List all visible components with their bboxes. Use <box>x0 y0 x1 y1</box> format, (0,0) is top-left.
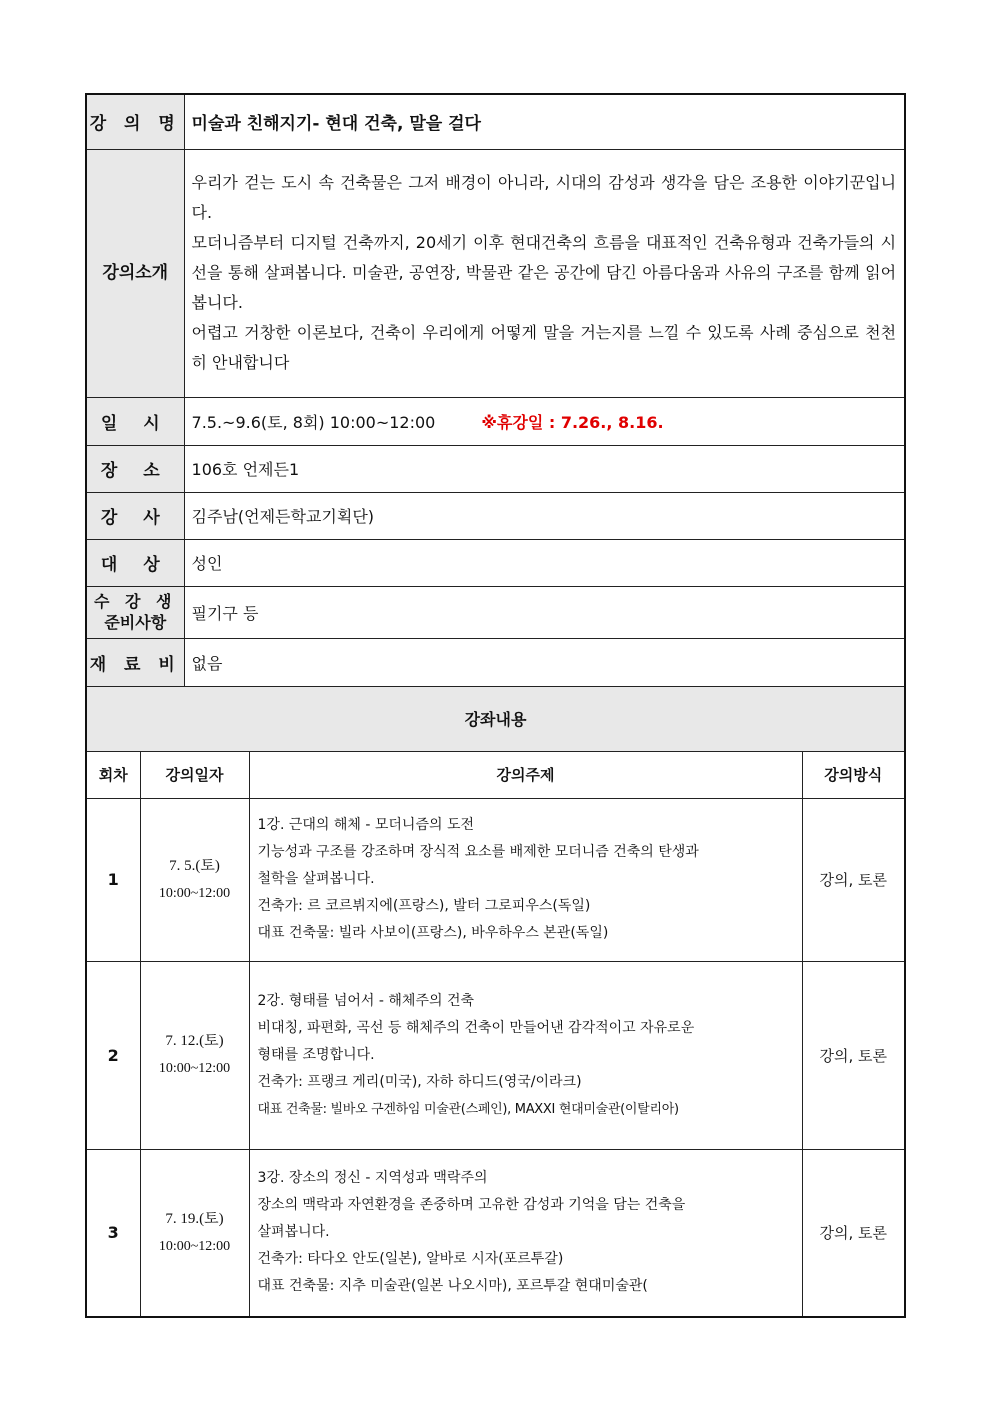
holiday-notice: ※휴강일 : 7.26., 8.16. <box>481 412 664 432</box>
row-schedule <box>86 397 905 445</box>
topic-line: 3강. 장소의 정신 - 지역성과 맥락주의 <box>257 1170 488 1187</box>
preparation-value: 필기구 등 <box>184 586 905 638</box>
session-topic <box>249 1149 802 1317</box>
session-method: 강의, 토론 <box>802 1149 905 1317</box>
row-course-intro <box>86 149 905 397</box>
course-intro-label: 강의소개 <box>86 149 184 397</box>
instructor-value: 김주남(언제든학교기획단) <box>184 492 905 539</box>
header-session: 회차 <box>86 751 140 798</box>
session-date-cell <box>140 961 249 1149</box>
course-document <box>85 93 904 1318</box>
fee-value: 없음 <box>184 638 905 686</box>
session-time: 10:00~12:00 <box>158 1238 231 1254</box>
topic-line: 형태를 조명합니다. <box>257 1046 375 1063</box>
row-fee <box>86 638 905 686</box>
session-date: 7. 19.(토) <box>165 1210 224 1227</box>
preparation-label-line2: 준비사항 <box>104 613 167 632</box>
row-instructor <box>86 492 905 539</box>
header-topic: 강의주제 <box>249 751 802 798</box>
course-intro <box>184 149 905 397</box>
header-method: 강의방식 <box>802 751 905 798</box>
place-label: 장 소 <box>86 445 184 492</box>
session-number: 3 <box>86 1149 140 1317</box>
place-value: 106호 언제든1 <box>184 445 905 492</box>
intro-paragraph-3: 어렵고 거창한 이론보다, 건축이 우리에게 어떻게 말을 거는지를 느낄 수 있도록 사례 중심으로 천천히 안내합니다 <box>191 323 897 372</box>
topic-line: 건축가: 타다오 안도(일본), 알바로 시자(포르투갈) <box>257 1251 564 1268</box>
schedule-label: 일 시 <box>86 397 184 445</box>
row-place <box>86 445 905 492</box>
session-date-cell <box>140 1149 249 1317</box>
course-info-table <box>85 93 906 1318</box>
topic-line: 기능성과 구조를 강조하며 장식적 요소를 배제한 모더니즘 건축의 탄생과 <box>257 844 699 860</box>
session-topic <box>249 961 802 1149</box>
table-row <box>86 1149 905 1317</box>
content-header-row <box>86 751 905 798</box>
topic-line: 비대칭, 파편화, 곡선 등 해체주의 건축이 만들어낸 감각적이고 자유로운 <box>257 1019 695 1036</box>
course-name: 미술과 친해지기- 현대 건축, 말을 걸다 <box>184 94 905 149</box>
row-preparation <box>86 586 905 638</box>
topic-line: 철학을 살펴봅니다. <box>257 871 375 887</box>
row-target <box>86 539 905 586</box>
preparation-label-line1: 수 강 생 <box>94 592 177 611</box>
session-time: 10:00~12:00 <box>158 1061 231 1076</box>
schedule-text: 7.5.~9.6(토, 8회) 10:00~12:00 <box>191 412 436 432</box>
target-value: 성인 <box>184 539 905 586</box>
session-date: 7. 12.(토) <box>165 1033 224 1049</box>
topic-line: 건축가: 르 코르뷔지에(프랑스), 발터 그로피우스(독일) <box>257 898 591 914</box>
session-number: 2 <box>86 961 140 1149</box>
session-method: 강의, 토론 <box>802 961 905 1149</box>
content-section-title: 강좌내용 <box>86 686 905 751</box>
topic-line: 2강. 형태를 넘어서 - 해체주의 건축 <box>257 992 474 1009</box>
fee-label: 재 료 비 <box>86 638 184 686</box>
topic-line: 1강. 근대의 해체 - 모더니즘의 도전 <box>257 817 474 833</box>
session-date: 7. 5.(토) <box>169 857 220 874</box>
topic-line: 건축가: 프랭크 게리(미국), 자하 하디드(영국/이라크) <box>257 1073 582 1090</box>
row-content-title <box>86 686 905 751</box>
session-method: 강의, 토론 <box>802 798 905 961</box>
topic-line: 살펴봅니다. <box>257 1224 330 1241</box>
schedule-cell <box>184 397 905 445</box>
session-date-cell <box>140 798 249 961</box>
instructor-label: 강 사 <box>86 492 184 539</box>
header-date: 강의일자 <box>140 751 249 798</box>
table-row <box>86 798 905 961</box>
table-row <box>86 961 905 1149</box>
topic-line: 대표 건축물: 지추 미술관(일본 나오시마), 포르투갈 현대미술관( <box>257 1278 648 1295</box>
preparation-label <box>86 586 184 638</box>
intro-paragraph-1: 우리가 걷는 도시 속 건축물은 그저 배경이 아니라, 시대의 감성과 생각을 담은 조용한 이야기꾼입니다. <box>191 173 897 222</box>
intro-paragraph-2: 모더니즘부터 디지털 건축까지, 20세기 이후 현대건축의 흐름을 대표적인 건축유형과 건축가들의 시선을 통해 살펴봅니다. 미술관, 공연장, 박물관 같은 공간에 담긴 아름다움과 사유의 구조를 함께 읽어봅니다. <box>191 233 897 312</box>
topic-line: 장소의 맥락과 자연환경을 존중하며 고유한 감성과 기억을 담는 건축을 <box>257 1197 686 1214</box>
session-number: 1 <box>86 798 140 961</box>
course-name-label: 강 의 명 <box>86 94 184 149</box>
session-time: 10:00~12:00 <box>158 885 231 901</box>
topic-line: 대표 건축물: 빌바오 구겐하임 미술관(스페인), MAXXI 현대미술관(이탈리아) <box>257 1101 679 1117</box>
target-label: 대 상 <box>86 539 184 586</box>
row-course-name <box>86 94 905 149</box>
session-topic <box>249 798 802 961</box>
topic-line: 대표 건축물: 빌라 사보이(프랑스), 바우하우스 본관(독일) <box>257 925 609 941</box>
